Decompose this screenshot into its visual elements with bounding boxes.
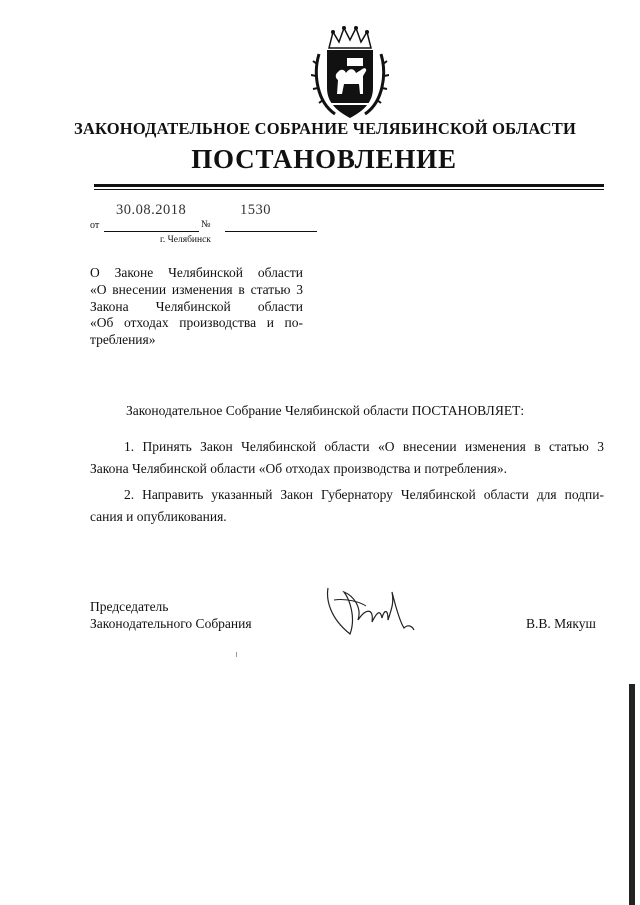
signer-name: В.В. Мякуш	[526, 616, 596, 631]
subject-line: О Законе Челябинской области	[90, 265, 303, 280]
handwritten-signature-icon	[320, 578, 420, 642]
signer-role-line-2: Законодательного Собрания	[90, 616, 252, 631]
document-type-title: ПОСТАНОВЛЕНИЕ	[191, 144, 457, 174]
scan-speck	[236, 652, 237, 657]
header-divider-thin	[94, 189, 604, 190]
organization-title: ЗАКОНОДАТЕЛЬНОЕ СОБРАНИЕ ЧЕЛЯБИНСКОЙ ОБЛАСТИ	[73, 119, 577, 138]
signer-role-line-1: Председатель	[90, 599, 169, 614]
decree-intro: Законодательное Собрание Челябинской области ПОСТАНОВЛЯЕТ:	[126, 403, 525, 418]
scan-edge-mark	[629, 684, 635, 905]
number-underline	[225, 231, 317, 232]
decree-item-2-line-1: 2. Направить указанный Закон Губернатору Челябинской области для подпи-	[124, 487, 604, 502]
decree-item-1-line-1: 1. Принять Закон Челябинской области «О внесении изменения в статью 3	[124, 439, 604, 454]
subject-line: «Об отходах производства и по-	[90, 315, 303, 331]
chelyabinsk-coat-of-arms-icon	[311, 24, 389, 124]
document-date: 30.08.2018	[116, 202, 187, 218]
decree-item-2-line-2: сания и опубликования.	[90, 509, 227, 524]
subject-line: Закона Челябинской области	[90, 298, 303, 314]
number-sign-label: №	[201, 219, 211, 230]
document-number: 1530	[240, 202, 271, 218]
header-divider-thick	[94, 184, 604, 187]
subject-line: «О внесении изменения в статью 3	[90, 281, 303, 297]
date-underline	[104, 231, 199, 232]
date-prefix-label: от	[90, 220, 100, 231]
decree-item-1-line-2: Закона Челябинской области «Об отходах производства и потребления».	[90, 461, 508, 476]
subject-line: требления»	[90, 332, 156, 348]
document-subject	[90, 265, 303, 349]
city-label: г. Челябинск	[160, 235, 211, 245]
